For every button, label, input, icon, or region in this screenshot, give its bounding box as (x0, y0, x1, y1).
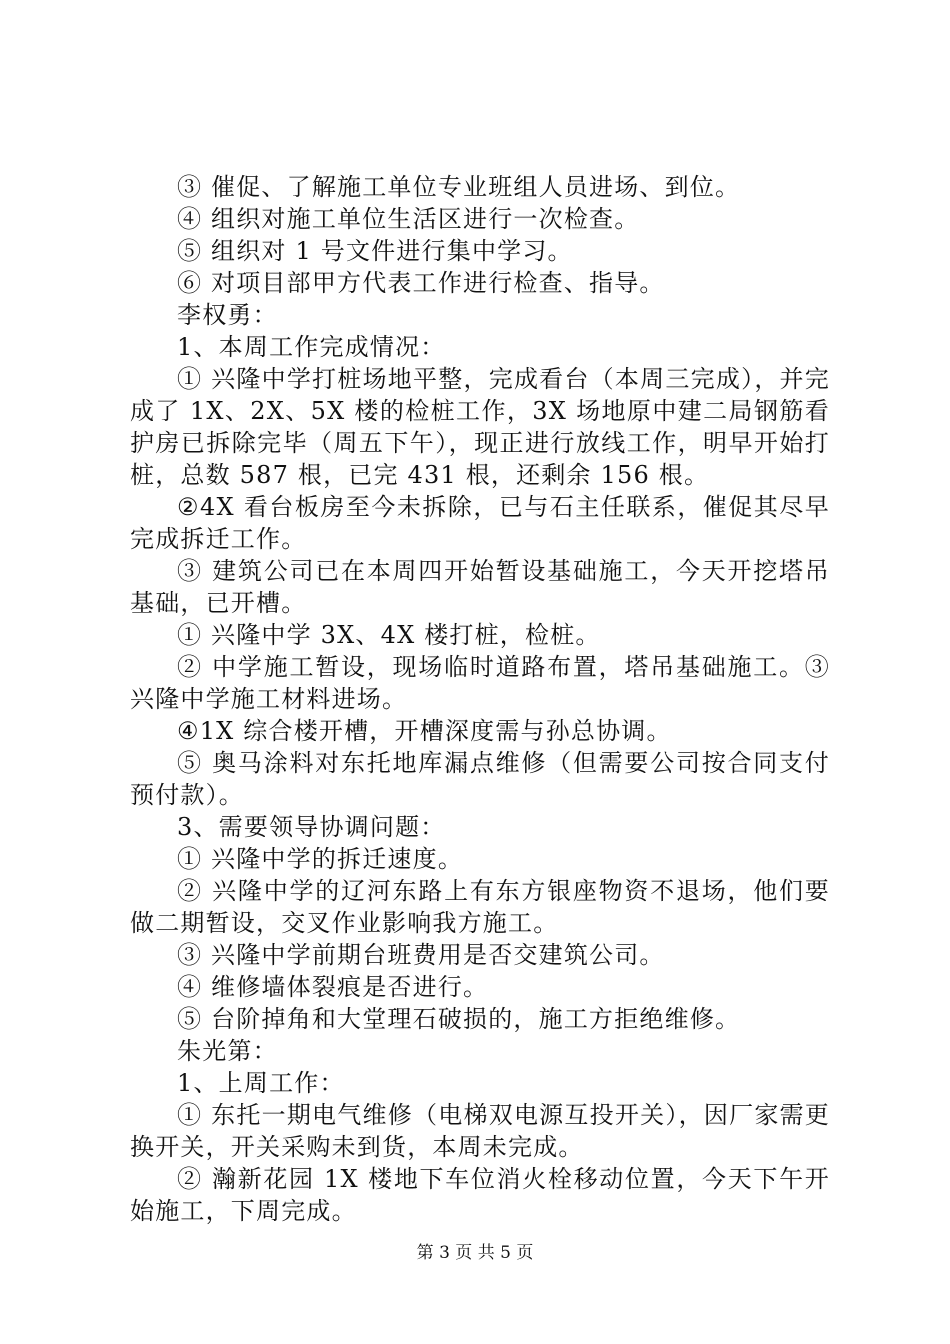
paragraph-16: ② 兴隆中学的辽河东路上有东方银座物资不退场，他们要做二期暂设，交叉作业影响我方施工。 (130, 877, 830, 937)
paragraph-12: ④1X 综合楼开槽，开槽深度需与孙总协调。 (177, 717, 672, 745)
paragraph-13: ⑤ 奥马涂料对东托地库漏点维修（但需要公司按合同支付预付款）。 (130, 749, 830, 809)
paragraph-3: ⑤ 组织对 1 号文件进行集中学习。 (177, 237, 573, 265)
paragraph-19: ⑤ 台阶掉角和大堂理石破损的，施工方拒绝维修。 (177, 1005, 741, 1033)
paragraph-15: ① 兴隆中学的拆迁速度。 (177, 845, 464, 873)
paragraph-1: ③ 催促、了解施工单位专业班组人员进场、到位。 (177, 173, 741, 201)
paragraph-8: ②4X 看台板房至今未拆除，已与石主任联系，催促其尽早完成拆迁工作。 (130, 493, 830, 553)
paragraph-23: ② 瀚新花园 1X 楼地下车位消火栓移动位置，今天下午开始施工，下周完成。 (130, 1165, 830, 1225)
paragraph-22: ① 东托一期电气维修（电梯双电源互投开关），因厂家需更换开关，开关采购未到货，本周未完成。 (130, 1101, 830, 1161)
paragraph-4: ⑥ 对项目部甲方代表工作进行检查、指导。 (177, 269, 665, 297)
section-heading-last-week: 1、上周工作： (177, 1069, 345, 1097)
speaker-heading-zhu: 朱光第： (177, 1037, 278, 1065)
paragraph-2: ④ 组织对施工单位生活区进行一次检查。 (177, 205, 640, 233)
paragraph-11: ② 中学施工暂设，现场临时道路布置，塔吊基础施工。③兴隆中学施工材料进场。 (130, 653, 830, 713)
paragraph-18: ④ 维修墙体裂痕是否进行。 (177, 973, 489, 1001)
page-number-footer: 第 3 页 共 5 页 (416, 1243, 534, 1263)
paragraph-9: ③ 建筑公司已在本周四开始暂设基础施工，今天开挖塔吊基础，已开槽。 (130, 557, 830, 617)
paragraph-17: ③ 兴隆中学前期台班费用是否交建筑公司。 (177, 941, 665, 969)
paragraph-7: ① 兴隆中学打桩场地平整，完成看台（本周三完成），并完成了 1X、2X、5X 楼的检桩工作，3X 场地原中建二局钢筋看护房已拆除完毕（周五下午），现正进行放线工作，明早开始打桩，总数 587 根，已完 431 根，还剩余 156 根。 (130, 365, 830, 489)
section-heading-coordination: 3、需要领导协调问题： (177, 813, 446, 841)
section-heading-this-week: 1、本周工作完成情况： (177, 333, 446, 361)
paragraph-10: ① 兴隆中学 3X、4X 楼打桩，检桩。 (177, 621, 601, 649)
speaker-heading-li: 李权勇： (177, 301, 278, 329)
document-body (130, 171, 830, 1227)
